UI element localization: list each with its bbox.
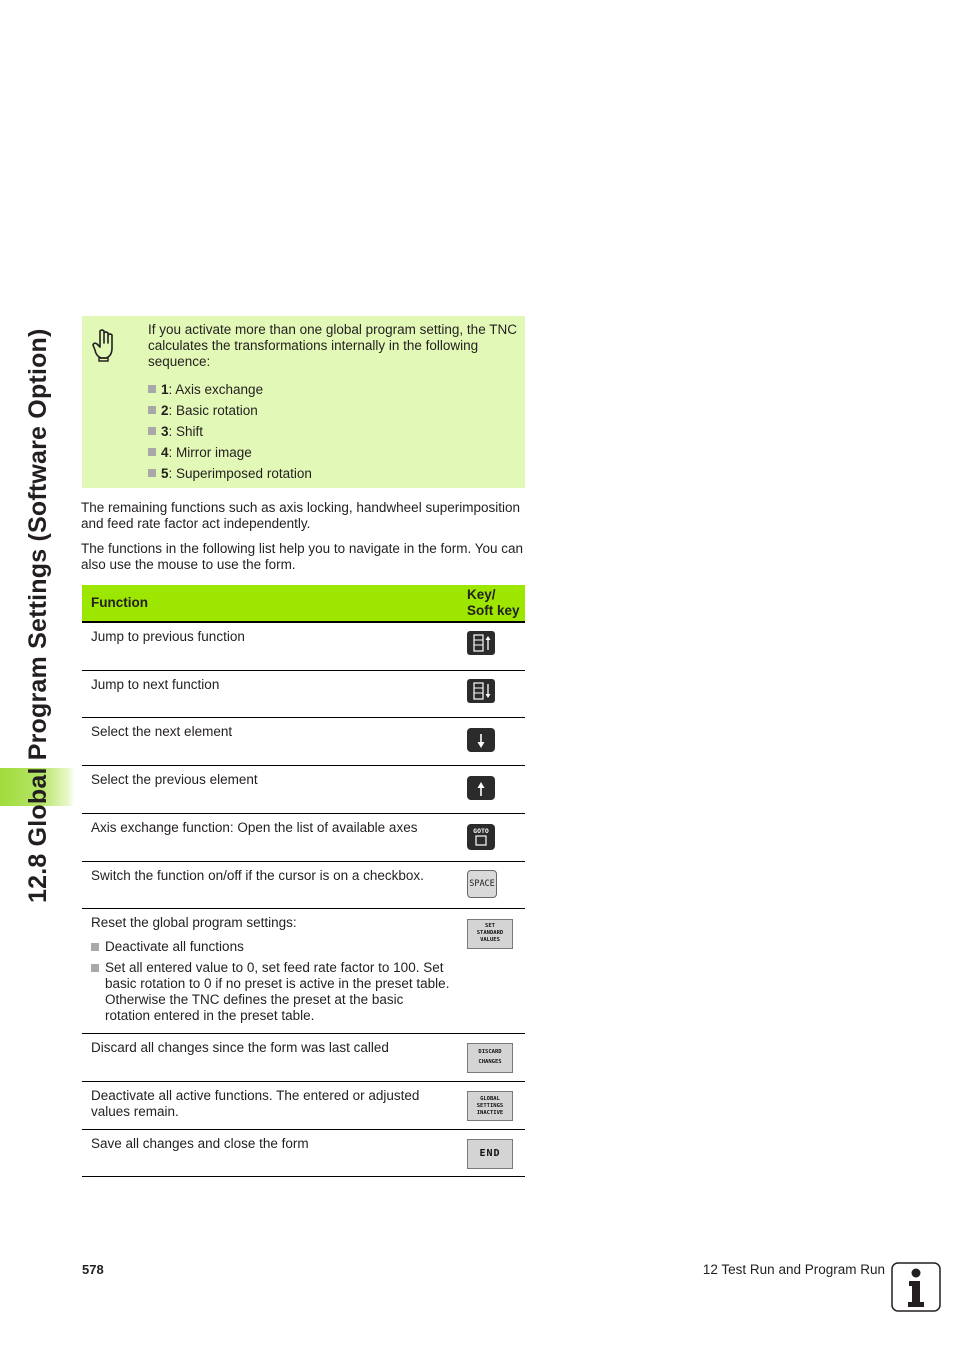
table-row xyxy=(82,861,525,908)
space-key: SPACE xyxy=(467,870,497,898)
table-row xyxy=(82,1033,525,1081)
end-softkey: END xyxy=(467,1139,513,1169)
arrow-up-icon xyxy=(467,776,495,800)
reset-options-list xyxy=(91,939,452,1024)
function-cell: Deactivate all active functions. The entered or adjusted values remain. xyxy=(82,1081,460,1129)
table-row xyxy=(82,717,525,765)
function-cell: Select the previous element xyxy=(82,765,460,813)
table-row xyxy=(82,1081,525,1129)
header-function: Function xyxy=(82,585,460,622)
header-key: Key/ Soft key xyxy=(460,585,525,622)
function-cell: Switch the function on/off if the cursor is on a checkbox. xyxy=(82,861,460,908)
sequence-list xyxy=(148,379,518,484)
key-cell xyxy=(460,813,525,861)
chapter-title: 12 Test Run and Program Run xyxy=(702,1262,885,1277)
key-cell xyxy=(460,1081,525,1129)
page-up-icon xyxy=(467,631,495,655)
bullet-square-icon xyxy=(148,469,156,477)
table-row xyxy=(82,908,525,1033)
function-cell: Save all changes and close the form xyxy=(82,1129,460,1176)
section-title: 12.8 Global Program Settings (Software Option) xyxy=(24,328,52,903)
table-row xyxy=(82,765,525,813)
list-item: 3: Shift xyxy=(148,421,518,442)
paragraph: The remaining functions such as axis locking, handwheel superimposition and feed rate factor act independently. xyxy=(81,500,520,531)
list-item: Set all entered value to 0, set feed rate factor to 100. Set basic rotation to 0 if no preset is active in the preset table. Otherwise the TNC defines the preset at the basic rotation entered in the preset table. xyxy=(91,960,452,1024)
bullet-square-icon xyxy=(91,964,99,972)
table-header-row xyxy=(82,585,525,622)
key-cell xyxy=(460,861,525,908)
reset-description: Reset the global program settings: xyxy=(91,914,297,930)
key-cell xyxy=(460,908,525,1033)
table-row xyxy=(82,1129,525,1176)
list-item: 2: Basic rotation xyxy=(148,400,518,421)
list-item: 4: Mirror image xyxy=(148,442,518,463)
bullet-square-icon xyxy=(148,427,156,435)
pointing-hand-icon xyxy=(90,328,116,362)
key-cell xyxy=(460,1129,525,1176)
note-box xyxy=(82,316,525,488)
note-text xyxy=(148,322,518,484)
goto-key-label: GOTO xyxy=(473,826,489,835)
bullet-square-icon xyxy=(148,385,156,393)
table-row xyxy=(82,813,525,861)
bullet-square-icon xyxy=(148,448,156,456)
note-intro: If you activate more than one global program setting, the TNC calculates the transformations internally in the following sequence: xyxy=(148,322,517,369)
bullet-square-icon xyxy=(148,406,156,414)
function-cell xyxy=(82,908,460,1033)
list-item: Deactivate all functions xyxy=(91,939,452,955)
function-cell: Select the next element xyxy=(82,717,460,765)
table-row xyxy=(82,622,525,670)
goto-key xyxy=(467,824,495,850)
bullet-square-icon xyxy=(91,943,99,951)
list-item: 1: Axis exchange xyxy=(148,379,518,400)
key-cell xyxy=(460,622,525,670)
page-down-icon xyxy=(467,679,495,703)
key-cell xyxy=(460,717,525,765)
function-cell: Jump to previous function xyxy=(82,622,460,670)
page-number: 578 xyxy=(82,1262,104,1277)
list-item: 5: Superimposed rotation xyxy=(148,463,518,484)
table-row xyxy=(82,670,525,717)
function-cell: Jump to next function xyxy=(82,670,460,717)
paragraph: The functions in the following list help you to navigate in the form. You can also use the mouse to use the form. xyxy=(81,541,524,572)
function-cell: Discard all changes since the form was last called xyxy=(82,1033,460,1081)
set-standard-values-softkey: SET STANDARD VALUES xyxy=(467,919,513,949)
key-cell xyxy=(460,1033,525,1081)
global-settings-inactive-softkey: GLOBAL SETTINGS INACTIVE xyxy=(467,1091,513,1121)
info-icon xyxy=(891,1262,941,1312)
function-table xyxy=(82,585,525,1177)
key-cell xyxy=(460,765,525,813)
function-cell: Axis exchange function: Open the list of available axes xyxy=(82,813,460,861)
arrow-down-icon xyxy=(467,728,495,752)
key-cell xyxy=(460,670,525,717)
discard-changes-softkey: DISCARD CHANGES xyxy=(467,1043,513,1073)
